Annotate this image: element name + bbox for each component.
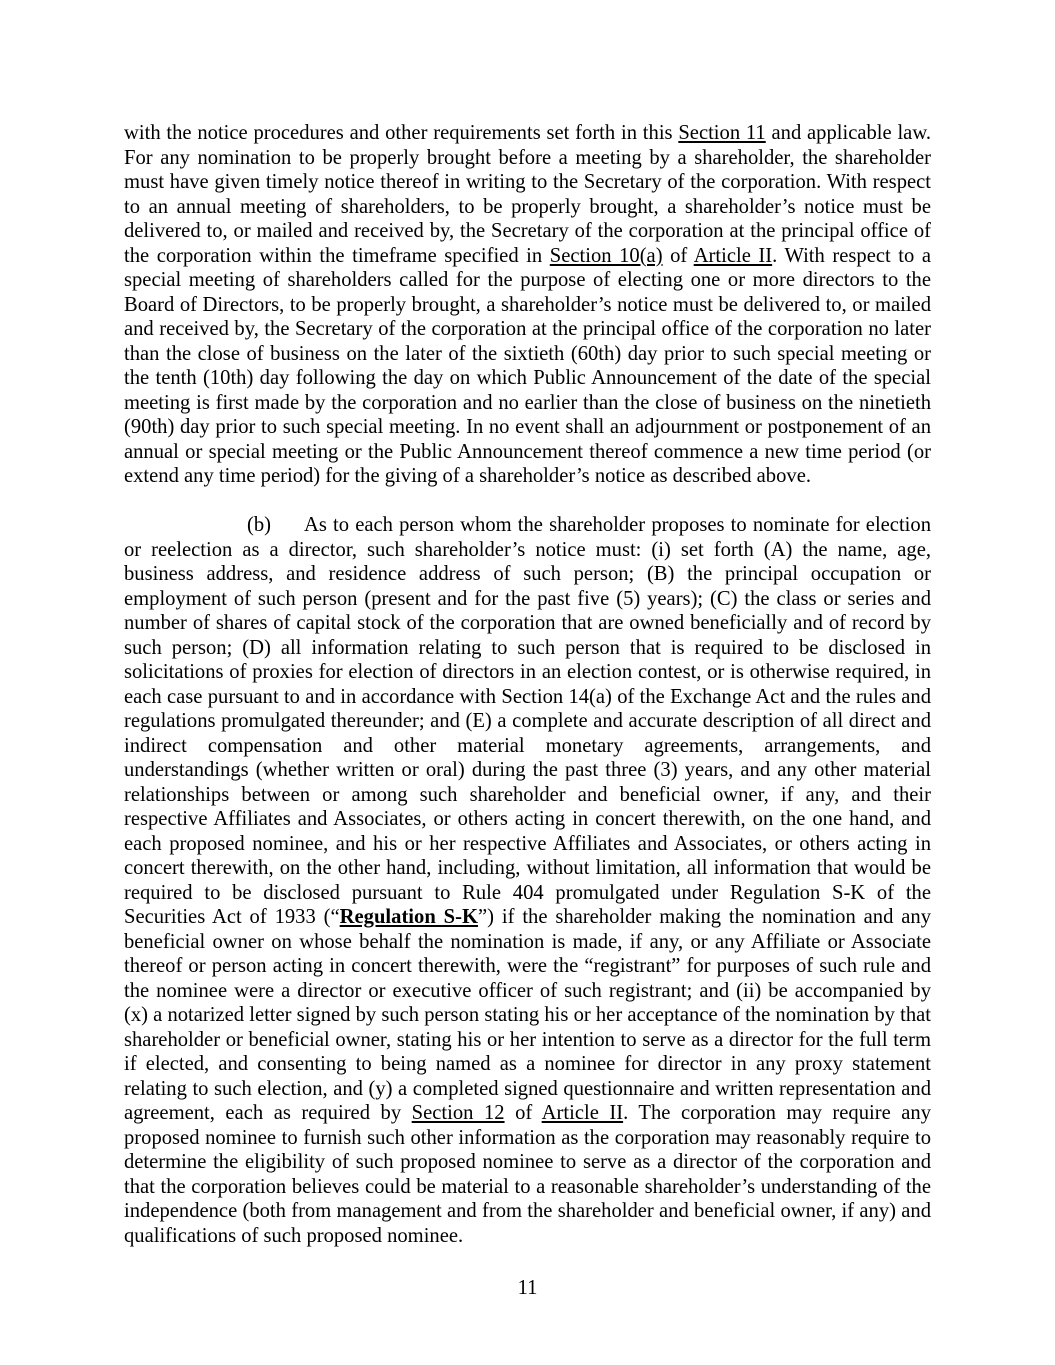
- body-text: (b): [247, 514, 272, 536]
- paragraph: [124, 121, 931, 489]
- section-reference: Article II: [541, 1102, 624, 1124]
- body-text: with the notice procedures and other requirements set forth in this: [124, 122, 679, 144]
- section-reference: Article II: [693, 244, 773, 267]
- paragraph: [124, 513, 931, 1248]
- section-reference: Section 10(a): [549, 244, 663, 267]
- section-reference: Section 12: [411, 1102, 505, 1124]
- body-text: of: [504, 1102, 542, 1124]
- body-text: . The corporation may require any proposed nominee to furnish such other information as the corporation may reasonably require to determine the eligibility of such proposed nominee to serve as a director of the corporation and that the corporation believes could be material to a reasonable shareholder’s understanding of the independence (both from management and from the shareholder and beneficial owner, if any) and qualifications of such proposed nominee.: [124, 1102, 931, 1247]
- body-text: of: [662, 244, 694, 267]
- defined-term: Regulation S-K: [339, 906, 478, 928]
- body-text: and applicable law. For any nomination to be properly brought before a meeting by a shareholder, the shareholder must have given timely notice thereof in writing to the Secretary of the corporation. With respect to an annual meeting of shareholders, to be properly brought, a shareholder’s notice must be delivered to, or mailed and received by, the Secretary of the corporation at the principal office of the corporation within the timeframe specified in: [124, 122, 931, 267]
- section-reference: Section 11: [678, 122, 766, 144]
- page-number: 11: [517, 1277, 538, 1299]
- body-text: . With respect to a special meeting of shareholders called for the purpose of electing one or more directors to the Board of Directors, to be properly brought, a shareholder’s notice must be delivered to, or mailed and received by, the Secretary of the corporation at the principal office of the corporation no later than the close of business on the later of the sixtieth (60th) day prior to such special meeting or the tenth (10th) day following the day on which Public Announcement of the date of the special meeting is first made by the corporation and no earlier than the close of business on the ninetieth (90th) day prior to such special meeting. In no event shall an adjournment or postponement of an annual or special meeting or the Public Announcement thereof commence a new time period (or extend any time period) for the giving of a shareholder’s notice as described above.: [124, 244, 931, 487]
- body-text: ”) if the shareholder making the nomination and any beneficial owner on whose behalf the nomination is made, if any, or any Affiliate or Associate thereof or person acting in concert therewith, were the “registrant” for purposes of such rule and the nominee were a director or executive officer of such registrant; and (ii) be accompanied by (x) a notarized letter signed by such person stating his or her acceptance of the nomination by that shareholder or beneficial owner, stating his or her intention to serve as a director for the full term if elected, and consenting to being named as a nominee for director in any proxy statement relating to such election, and (y) a completed signed questionnaire and written representation and agreement, each as required by: [124, 906, 931, 1124]
- body-text: As to each person whom the shareholder proposes to nominate for election or reelection as a director, such shareholder’s notice must: (i) set forth (A) the name, age, business address, and residence address of such person; (B) the principal occupation or employment of such person (present and for the past five (5) years); (C) the class or series and number of shares of capital stock of the corporation that are owned beneficially and of record by such person; (D) all information relating to such person that is required to be disclosed in solicitations of proxies for election of directors in an election contest, or is otherwise required, in each case pursuant to and in accordance with Section 14(a) of the Exchange Act and the rules and regulations promulgated thereunder; and (E) a complete and accurate description of all direct and indirect compensation and other material monetary agreements, arrangements, and understandings (whether written or oral) during the past three (3) years, and any other material relationships between or among such shareholder and beneficial owner, if any, and their respective Affiliates and Associates, or others acting in concert therewith, on the one hand, and each proposed nominee, and his or her respective Affiliates and Associates, or others acting in concert therewith, on the other hand, including, without limitation, all information that would be required to be disclosed pursuant to Rule 404 promulgated under Regulation S-K of the Securities Act of 1933 (“: [124, 514, 931, 928]
- document-body: [124, 121, 931, 1248]
